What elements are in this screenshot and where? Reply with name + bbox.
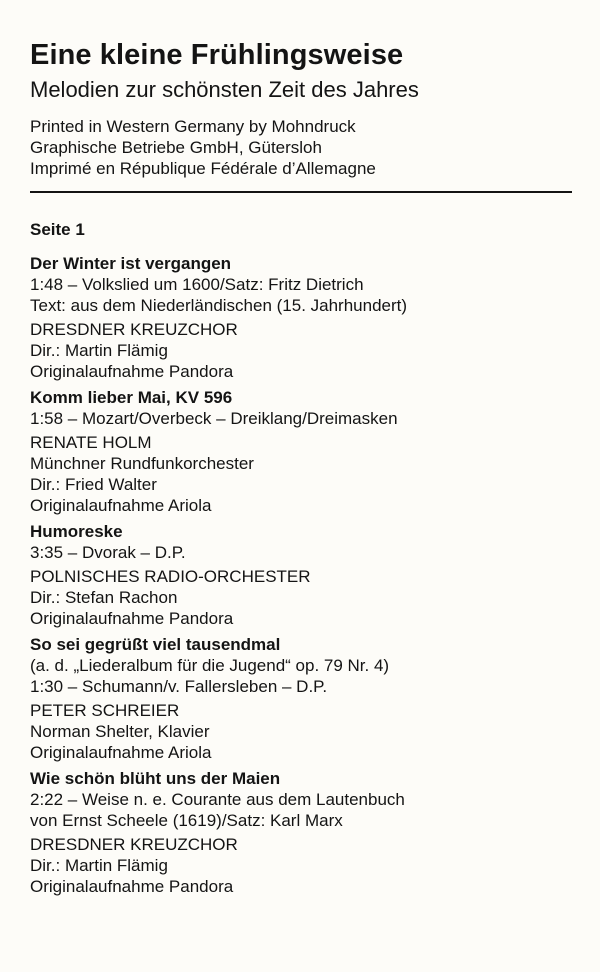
track-performer: RENATE HOLM [30,433,152,452]
track-performer: DRESDNER KREUZCHOR [30,320,238,339]
track-credit: Dir.: Stefan Rachon [30,588,178,607]
track-credit: Münchner Rundfunkorchester [30,454,254,473]
track-info: 2:22 – Weise n. e. Courante aus dem Lautenbuch [30,790,405,809]
track-title: So sei gegrüßt viel tausendmal [30,635,281,654]
track-label: Originalaufnahme Pandora [30,877,234,896]
track-label: Originalaufnahme Ariola [30,743,212,762]
track-credit: Dir.: Fried Walter [30,475,157,494]
track-label: Originalaufnahme Pandora [30,609,234,628]
track-performer: DRESDNER KREUZCHOR [30,835,238,854]
track-info: (a. d. „Liederalbum für die Jugend“ op. 79 Nr. 4) [30,656,390,675]
track-title: Komm lieber Mai, KV 596 [30,388,233,407]
side-label: Seite 1 [30,220,85,239]
track [30,387,600,516]
track-credit: Dir.: Martin Flämig [30,856,168,875]
imprint-line: Imprimé en République Fédérale d’Allemagne [30,159,376,178]
imprint-line: Graphische Betriebe GmbH, Gütersloh [30,138,322,157]
track-credit: Dir.: Martin Flämig [30,341,168,360]
track-info: 1:48 – Volkslied um 1600/Satz: Fritz Dietrich [30,275,364,294]
imprint-line: Printed in Western Germany by Mohndruck [30,117,356,136]
track-list [30,253,600,897]
track-title: Wie schön blüht uns der Maien [30,769,281,788]
track-credit: Norman Shelter, Klavier [30,722,210,741]
track [30,521,600,629]
track-info: 1:30 – Schumann/v. Fallersleben – D.P. [30,677,328,696]
track-performer: PETER SCHREIER [30,701,180,720]
album-title: Eine kleine Frühlingsweise [30,39,404,71]
album-subtitle: Melodien zur schönsten Zeit des Jahres [30,77,419,102]
track-info: Text: aus dem Niederländischen (15. Jahrhundert) [30,296,408,315]
track-info: 3:35 – Dvorak – D.P. [30,543,186,562]
track [30,253,600,382]
track-info: von Ernst Scheele (1619)/Satz: Karl Marx [30,811,343,830]
track [30,768,600,897]
track-performer: POLNISCHES RADIO-ORCHESTER [30,567,311,586]
track-label: Originalaufnahme Ariola [30,496,212,515]
track-label: Originalaufnahme Pandora [30,362,234,381]
track-info: 1:58 – Mozart/Overbeck – Dreiklang/Dreimasken [30,409,398,428]
track-title: Humoreske [30,522,123,541]
divider [30,191,572,193]
imprint-block [30,116,600,179]
track [30,634,600,763]
track-title: Der Winter ist vergangen [30,254,232,273]
